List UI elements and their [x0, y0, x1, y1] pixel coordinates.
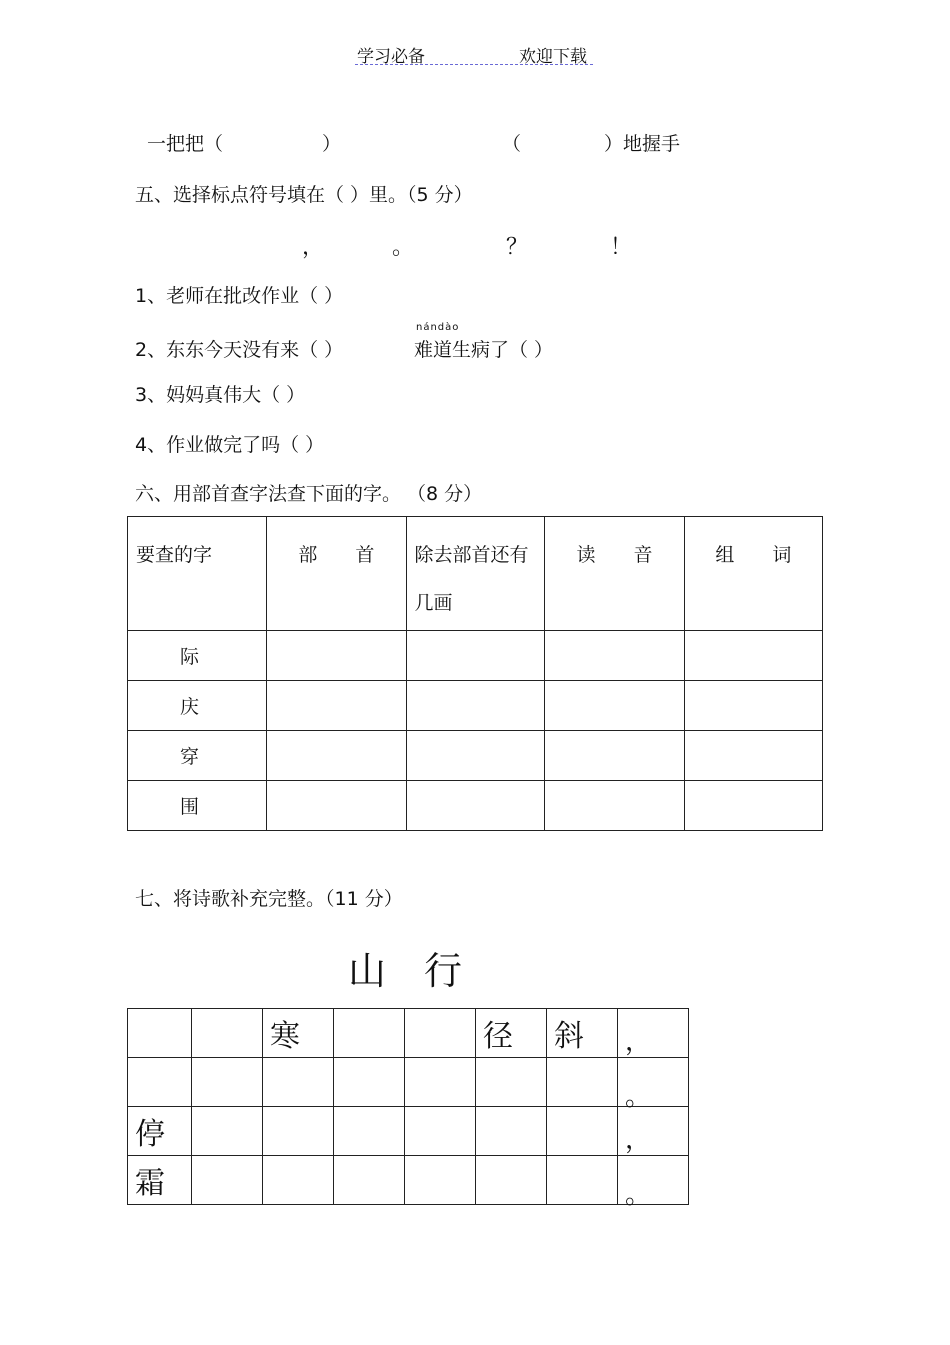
- choice-period: 。: [392, 235, 415, 260]
- char-cell: 际: [128, 631, 267, 681]
- poem-row: [128, 1058, 689, 1107]
- table-header-row: [128, 517, 823, 631]
- answer-cell[interactable]: [545, 681, 684, 731]
- poem-char: 斜: [554, 1019, 584, 1054]
- poem-cell-filled: [618, 1107, 689, 1156]
- answer-cell[interactable]: [545, 731, 684, 781]
- header-right: 欢迎下载: [519, 47, 587, 67]
- header-cell: 要查的字: [128, 517, 267, 631]
- poem-cell-blank[interactable]: [405, 1156, 476, 1205]
- char-cell: 围: [128, 781, 267, 831]
- question-4: 4、作业做完了吗（ ）: [135, 434, 325, 456]
- poem-cell-blank[interactable]: [476, 1058, 547, 1107]
- poem-row: [128, 1009, 689, 1058]
- poem-cell-filled: [128, 1107, 192, 1156]
- poem-cell-blank[interactable]: [263, 1058, 334, 1107]
- answer-cell[interactable]: [267, 631, 406, 681]
- poem-cell-filled: [128, 1156, 192, 1205]
- answer-cell[interactable]: [545, 631, 684, 681]
- choice-exclaim: ！: [610, 235, 633, 260]
- poem-cell-filled: [476, 1009, 547, 1058]
- answer-cell[interactable]: [684, 731, 822, 781]
- answer-cell[interactable]: [684, 631, 822, 681]
- poem-cell-blank[interactable]: [405, 1009, 476, 1058]
- poem-row: [128, 1107, 689, 1156]
- poem-row: [128, 1156, 689, 1205]
- choice-question: ？: [506, 235, 529, 260]
- question-2b: 难道生病了（ ）: [414, 339, 554, 361]
- poem-char: 霜: [135, 1166, 165, 1201]
- answer-cell[interactable]: [267, 681, 406, 731]
- poem-cell-filled: [263, 1009, 334, 1058]
- poem-char: 径: [483, 1019, 513, 1054]
- yiba-left: 一把把（: [147, 133, 224, 155]
- answer-cell[interactable]: [267, 731, 406, 781]
- poem-grid: [127, 1008, 689, 1210]
- poem-cell-blank[interactable]: [547, 1058, 618, 1107]
- header-left: 学习必备: [357, 47, 425, 67]
- question-3: 3、妈妈真伟大（ ）: [135, 384, 306, 406]
- table-row: [128, 731, 823, 781]
- poem-char: 停: [135, 1117, 165, 1152]
- poem-char: 。: [625, 1179, 652, 1210]
- answer-cell[interactable]: [406, 631, 545, 681]
- poem-cell-blank[interactable]: [405, 1058, 476, 1107]
- lookup-table: [127, 516, 823, 831]
- poem-cell-blank[interactable]: [547, 1107, 618, 1156]
- section5-title: 五、选择标点符号填在（ ）里。（5 分）: [135, 184, 473, 206]
- header-underline: [355, 64, 593, 65]
- poem-char: ，: [625, 1026, 652, 1057]
- yiba-right-open: （: [502, 133, 522, 155]
- poem-cell-blank[interactable]: [476, 1156, 547, 1205]
- poem-cell-blank[interactable]: [476, 1107, 547, 1156]
- answer-cell[interactable]: [545, 781, 684, 831]
- poem-cell-filled: [618, 1058, 689, 1112]
- yiba-right-close: ）地握手: [604, 133, 681, 155]
- answer-cell[interactable]: [406, 681, 545, 731]
- answer-cell[interactable]: [684, 781, 822, 831]
- pinyin-nandao: nándào: [416, 322, 460, 333]
- header-cell: 除去部首还有几画: [406, 517, 545, 631]
- poem-char: ，: [625, 1124, 652, 1155]
- header-cell: 组 词: [684, 517, 822, 631]
- poem-cell-blank[interactable]: [334, 1156, 405, 1205]
- poem-cell-blank[interactable]: [405, 1107, 476, 1156]
- poem-title: 山 行: [348, 949, 463, 993]
- poem-cell-blank[interactable]: [192, 1058, 263, 1107]
- answer-cell[interactable]: [406, 731, 545, 781]
- answer-cell[interactable]: [406, 781, 545, 831]
- poem-cell-filled: [547, 1009, 618, 1058]
- poem-cell-blank[interactable]: [334, 1058, 405, 1107]
- question-1: 1、老师在批改作业（ ）: [135, 285, 344, 307]
- section7-title: 七、将诗歌补充完整。（11 分）: [135, 888, 403, 910]
- poem-cell-blank[interactable]: [128, 1058, 192, 1107]
- table-row: [128, 781, 823, 831]
- poem-cell-blank[interactable]: [128, 1009, 192, 1058]
- question-2a: 2、东东今天没有来（ ）: [135, 339, 344, 361]
- section6-title: 六、用部首查字法查下面的字。 （8 分）: [135, 483, 483, 505]
- poem-cell-blank[interactable]: [192, 1156, 263, 1205]
- poem-cell-filled: [618, 1156, 689, 1210]
- char-cell: 庆: [128, 681, 267, 731]
- header-cell: 部 首: [267, 517, 406, 631]
- poem-char: 。: [625, 1081, 652, 1112]
- poem-cell-filled: [618, 1009, 689, 1058]
- poem-cell-blank[interactable]: [547, 1156, 618, 1205]
- poem-cell-blank[interactable]: [192, 1009, 263, 1058]
- yiba-left-close: ）: [322, 133, 342, 155]
- header-cell: 读 音: [545, 517, 684, 631]
- table-row: [128, 681, 823, 731]
- poem-cell-blank[interactable]: [263, 1156, 334, 1205]
- poem-cell-blank[interactable]: [334, 1107, 405, 1156]
- choice-comma: ，: [302, 235, 325, 260]
- answer-cell[interactable]: [267, 781, 406, 831]
- char-cell: 穿: [128, 731, 267, 781]
- poem-cell-blank[interactable]: [334, 1009, 405, 1058]
- poem-cell-blank[interactable]: [263, 1107, 334, 1156]
- answer-cell[interactable]: [684, 681, 822, 731]
- table-row: [128, 631, 823, 681]
- poem-char: 寒: [270, 1019, 300, 1054]
- poem-cell-blank[interactable]: [192, 1107, 263, 1156]
